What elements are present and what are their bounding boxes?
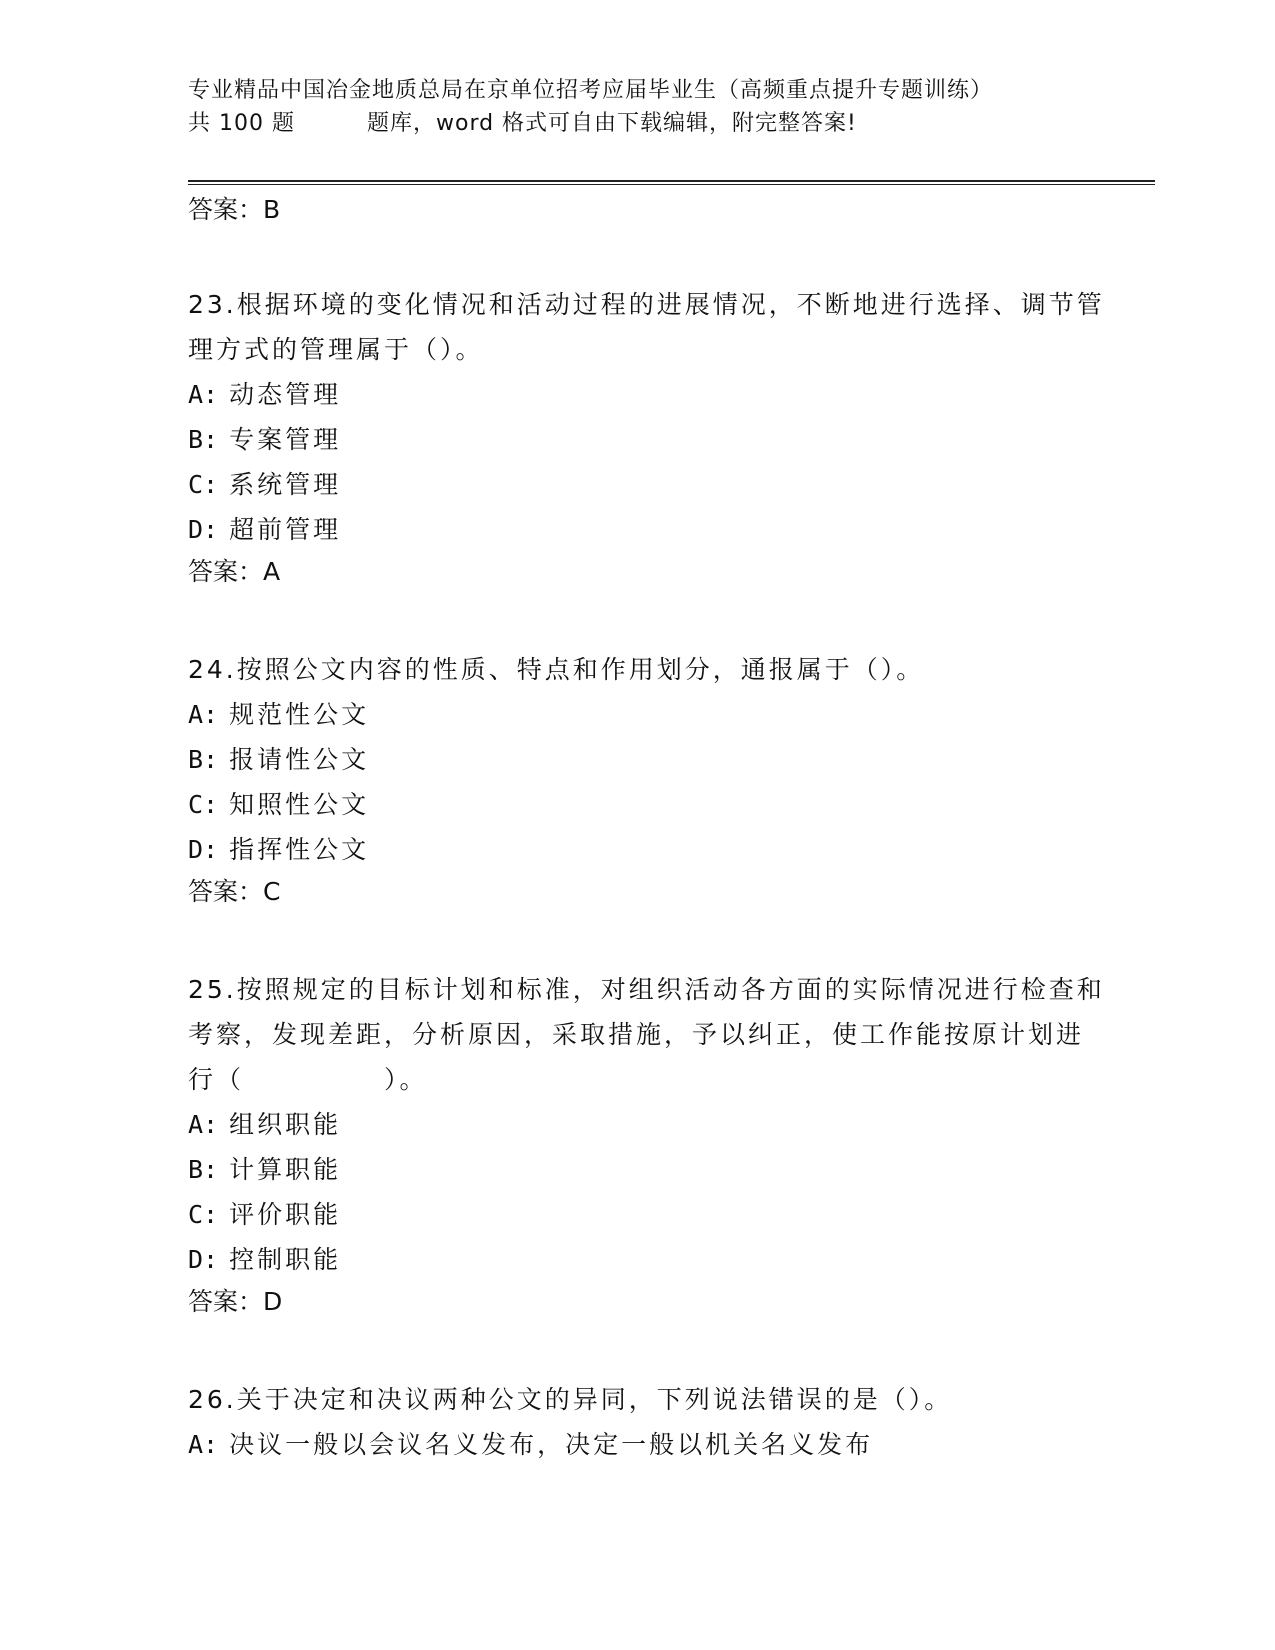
option-item bbox=[188, 462, 1108, 507]
option-text: 计算职能 bbox=[229, 1155, 342, 1184]
option-item bbox=[188, 507, 1108, 552]
option-text: 指挥性公文 bbox=[229, 835, 370, 864]
option-item bbox=[188, 737, 1108, 782]
answer-line: 答案：A bbox=[188, 557, 281, 586]
option-list bbox=[188, 692, 1108, 872]
answer-line: 答案：C bbox=[188, 877, 281, 906]
header-divider-thin bbox=[188, 184, 1155, 185]
question-block bbox=[188, 282, 1108, 592]
option-list bbox=[188, 1422, 1108, 1467]
question-block bbox=[188, 967, 1108, 1322]
option-text: 控制职能 bbox=[229, 1245, 342, 1274]
option-text: 专案管理 bbox=[229, 425, 342, 454]
option-key: A: bbox=[188, 380, 219, 409]
option-text: 报请性公文 bbox=[229, 745, 370, 774]
option-text: 超前管理 bbox=[229, 515, 342, 544]
header-subtitle bbox=[188, 107, 1088, 140]
option-text: 规范性公文 bbox=[229, 700, 370, 729]
option-text: 组织职能 bbox=[229, 1110, 342, 1139]
option-item bbox=[188, 692, 1108, 737]
question-stem-end: ）。 bbox=[384, 1065, 428, 1094]
option-item bbox=[188, 1192, 1108, 1237]
answer-line: 答案：B bbox=[188, 195, 281, 224]
option-item bbox=[188, 782, 1108, 827]
option-key: D: bbox=[188, 835, 219, 864]
document-header bbox=[188, 74, 1088, 140]
question-block bbox=[188, 1377, 1108, 1467]
document-body bbox=[188, 192, 1108, 1467]
question-stem bbox=[188, 967, 1108, 1102]
option-key: B: bbox=[188, 745, 219, 774]
option-key: D: bbox=[188, 1245, 219, 1274]
option-key: A: bbox=[188, 1110, 219, 1139]
question-stem: 23.根据环境的变化情况和活动过程的进展情况，不断地进行选择、调节管理方式的管理属于（）。 bbox=[188, 290, 1105, 364]
option-item bbox=[188, 417, 1108, 462]
question-stem: 26.关于决定和决议两种公文的异同，下列说法错误的是（）。 bbox=[188, 1385, 953, 1414]
header-note: 题库，word 格式可自由下载编辑，附完整答案! bbox=[366, 111, 857, 136]
option-item bbox=[188, 1422, 1108, 1467]
question-block bbox=[188, 647, 1108, 912]
option-item bbox=[188, 372, 1108, 417]
option-key: D: bbox=[188, 515, 219, 544]
header-divider bbox=[188, 180, 1155, 182]
option-key: B: bbox=[188, 1155, 219, 1184]
option-text: 评价职能 bbox=[229, 1200, 342, 1229]
header-title: 专业精品中国冶金地质总局在京单位招考应届毕业生（高频重点提升专题训练） bbox=[188, 78, 994, 103]
option-text: 动态管理 bbox=[229, 380, 342, 409]
option-text: 知照性公文 bbox=[229, 790, 370, 819]
option-key: C: bbox=[188, 470, 219, 499]
option-text: 系统管理 bbox=[229, 470, 342, 499]
answer-line: 答案：D bbox=[188, 1287, 283, 1316]
option-key: A: bbox=[188, 700, 219, 729]
option-key: A: bbox=[188, 1430, 219, 1459]
option-key: B: bbox=[188, 425, 219, 454]
option-list bbox=[188, 1102, 1108, 1282]
option-key: C: bbox=[188, 1200, 219, 1229]
option-list bbox=[188, 372, 1108, 552]
question-stem-text: 25.按照规定的目标计划和标准，对组织活动各方面的实际情况进行检查和考察，发现差距，分析原因，采取措施，予以纠正，使工作能按原计划进行（ bbox=[188, 975, 1105, 1094]
option-text: 决议一般以会议名义发布，决定一般以机关名义发布 bbox=[229, 1430, 874, 1459]
option-key: C: bbox=[188, 790, 219, 819]
option-item bbox=[188, 827, 1108, 872]
question-count: 共 100 题 bbox=[188, 111, 295, 136]
option-item bbox=[188, 1147, 1108, 1192]
question-stem: 24.按照公文内容的性质、特点和作用划分，通报属于（）。 bbox=[188, 655, 925, 684]
option-item bbox=[188, 1102, 1108, 1147]
option-item bbox=[188, 1237, 1108, 1282]
